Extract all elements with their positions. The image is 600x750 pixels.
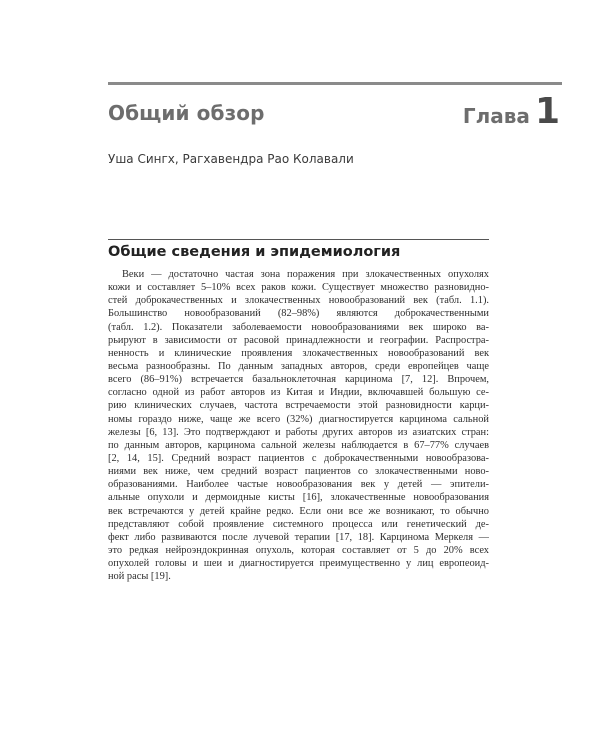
section-heading: Общие сведения и эпидемиология (108, 244, 401, 260)
body-line: [2, 14, 15]. Средний возраст пациентов с доброкачественными новообразова- (108, 452, 489, 464)
body-line: альные опухоли и дермоидные кисты [16], злокачественные новообразования (108, 492, 489, 504)
body-line: (табл. 1.2). Показатели заболеваемости новообразованиями век широко ва- (108, 321, 489, 333)
chapter-number: 1 (534, 91, 560, 132)
body-line: по данным авторов, карцинома сальной железы наблюдается в 67–77% случаев (108, 439, 489, 451)
body-line: рию клинических случаев, частота встречаемости этой разновидности карци- (108, 400, 489, 412)
body-line: всего (86–91%) встречается базальноклеточная карцинома [7, 12]. Впрочем, (108, 374, 489, 386)
body-line: фект либо развиваются после лучевой терапии [17, 18]. Карцинома Меркеля — (108, 531, 489, 543)
body-line: рьируют в зависимости от расовой принадлежности и географии. Распростра- (108, 334, 489, 346)
chapter-word: Глава (462, 104, 530, 128)
section-rule (108, 239, 489, 240)
body-line: стей доброкачественных и злокачественных новообразований век (табл. 1.1). (108, 295, 489, 307)
body-line: это редкая нейроэндокринная опухоль, которая составляет от 5 до 20% всех (108, 544, 489, 556)
body-line: номы гораздо ниже, чаще же всего (32%) диагностируется карцинома сальной (108, 413, 489, 425)
body-line: ниями век ниже, чем средний возраст пациентов со злокачественными ново- (108, 466, 489, 478)
body-line: ненность и клинические проявления злокачественных новообразований век (108, 347, 489, 359)
chapter-title: Общий обзор (108, 101, 265, 125)
body-line: опухолей головы и шеи и диагностируется преимущественно у лиц европеоид- (108, 558, 489, 570)
body-paragraph (108, 268, 489, 583)
body-line: железы [6, 13]. Это подтверждают и работы других авторов из азиатских стран: (108, 426, 489, 438)
body-line: представляют собой проявление системного процесса или генетический де- (108, 518, 489, 530)
body-line: согласно одной из работ авторов из Китая и Индии, включавшей большую се- (108, 387, 489, 399)
body-line: Веки — достаточно частая зона поражения при злокачественных опухолях (122, 269, 489, 280)
body-line: весьма разнообразны. По данным западных авторов, среди европейцев чаще (108, 360, 489, 372)
body-line: ной расы [19]. (108, 571, 171, 583)
chapter-label (462, 91, 560, 132)
body-line: образованиями. Наиболее частые новообразования век у детей — эпители- (108, 479, 489, 491)
authors-line: Уша Сингх, Рагхавендра Рао Колавали (108, 152, 354, 166)
body-line: век встречаются у детей крайне редко. Если они все же возникают, то обычно (108, 505, 489, 517)
chapter-top-rule (108, 82, 562, 85)
body-line: Большинство новообразований (82–98%) являются доброкачественными (108, 308, 489, 320)
body-line: кожи и составляет 5–10% всех раков кожи. Существует множество разновидно- (108, 282, 489, 294)
